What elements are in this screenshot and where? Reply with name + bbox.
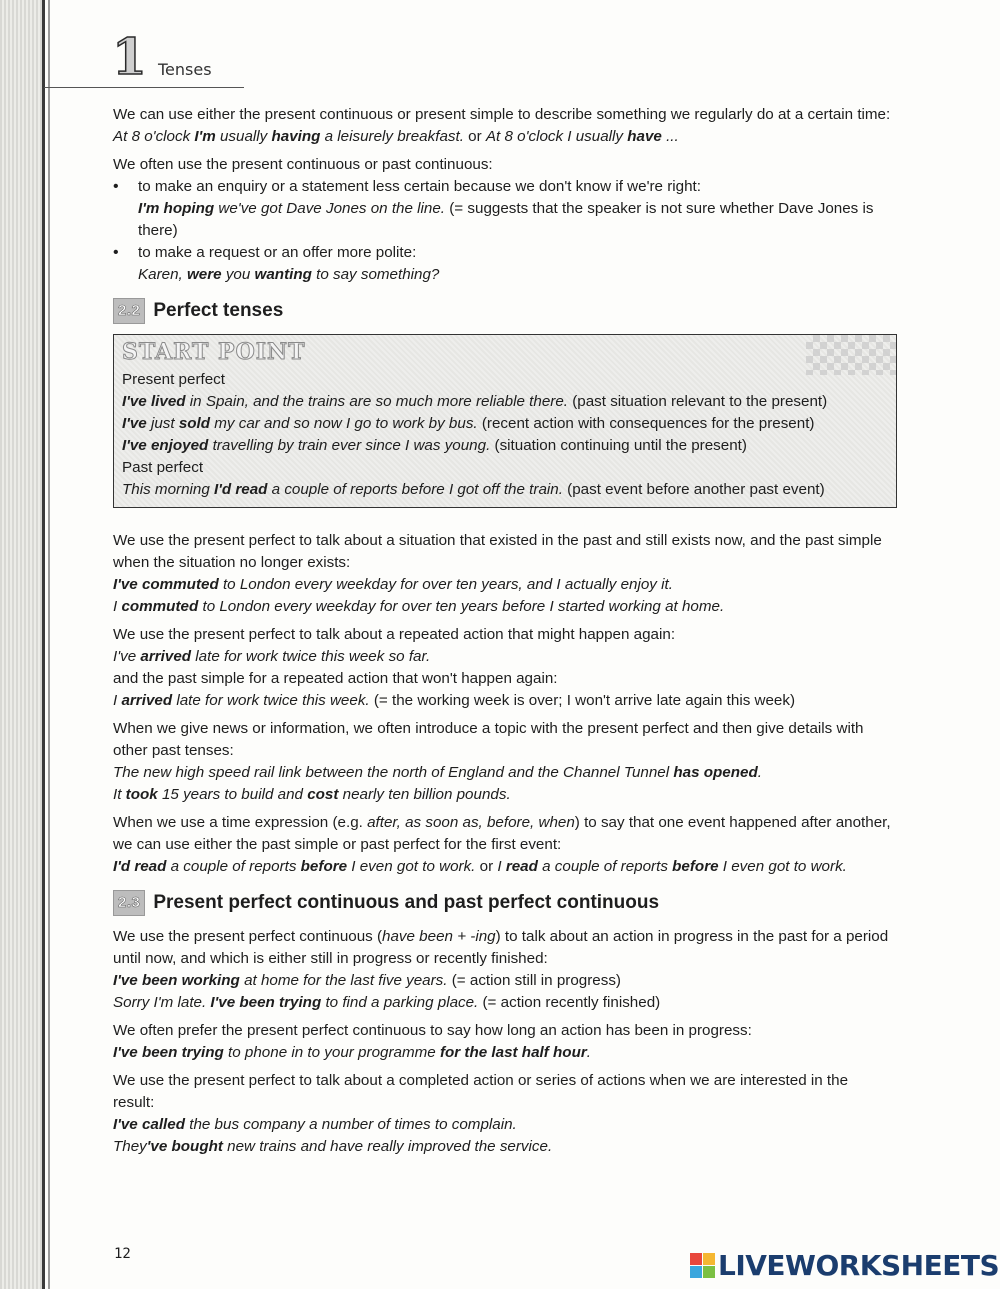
intro-paragraph-2: We often use the present continuous or past continuous: — [113, 156, 493, 173]
box-subheading: Past perfect — [122, 459, 204, 476]
section-title: Perfect tenses — [153, 300, 284, 321]
start-point-title: START POINT — [122, 339, 306, 365]
intro-paragraph-1: We can use either the present continuous or present simple to describe something we regularly do at a certain time: At 8 o'clock I'm usually having a leisurely breakfast. or At 8 o'clock I usually have ... — [113, 104, 893, 148]
example: I commuted to London every weekday for over ten years before I started working at home. — [113, 598, 725, 615]
paragraph: When we use a time expression (e.g. after, as soon as, before, when) to say that one event happened after another, we can use either the past simple or past perfect for the first event: I'd read a couple of reports before I even got to work. or I read a couple of reports before I even got to work. — [113, 812, 893, 878]
logo-square — [703, 1266, 715, 1278]
decorative-pattern — [806, 335, 896, 375]
example: I've commuted to London every weekday for over ten years, and I actually enjoy it. — [113, 576, 673, 593]
example: Karen, were you wanting to say something? — [138, 266, 440, 283]
scan-edge — [0, 0, 45, 1289]
box-subheading: Present perfect — [122, 371, 225, 388]
logo-square — [690, 1266, 702, 1278]
paragraph: When we give news or information, we often introduce a topic with the present perfect and then give details with other past tenses: The new high speed rail link between the north of England and the Channel Tunnel has opened. It took 15 years to build and cost nearly ten billion pounds. — [113, 718, 893, 806]
example: They've bought new trains and have really improved the service. — [113, 1138, 553, 1155]
example: I've arrived late for work twice this week so far. — [113, 648, 431, 665]
example: I've just sold my car and so now I go to work by bus. (recent action with consequences for the present) — [122, 415, 815, 432]
brand-icon — [690, 1253, 715, 1278]
liveworksheets-logo[interactable] — [690, 1249, 999, 1282]
example: It took 15 years to build and cost nearly ten billion pounds. — [113, 786, 511, 803]
paragraph: We use the present perfect continuous (have been + -ing) to talk about an action in progress in the past for a period until now, and which is either still in progress or recently finished: I've been working at home for the last five years. (= action still in progress) Sorry I'm late. I've been trying to find a parking place. (= action recently finished) — [113, 926, 893, 1014]
brand-name: LIVEWORKSHEETS — [718, 1249, 1000, 1282]
section-heading — [113, 890, 893, 916]
example: I've called the bus company a number of times to complain. — [113, 1116, 517, 1133]
example: I arrived late for work twice this week. (= the working week is over; I won't arrive late again this week) — [113, 692, 796, 709]
paragraph: We use the present perfect to talk about a repeated action that might happen again: I've arrived late for work twice this week so far. and the past simple for a repeated action that won't happen again: I arrived late for work twice this week. (= the working week is over; I won't arrive late again this week) — [113, 624, 893, 712]
list-item: • to make an enquiry or a statement less certain because we don't know if we're right: I'm hoping we've got Dave Jones on the line. (= suggests that the speaker is not sure whether Dave Jones is there) — [113, 176, 893, 242]
example: I've been trying to phone in to your programme for the last half hour. — [113, 1044, 591, 1061]
example: The new high speed rail link between the north of England and the Channel Tunnel has opened. — [113, 764, 762, 781]
example: At 8 o'clock I'm usually having a leisurely breakfast. or At 8 o'clock I usually have ... — [113, 128, 679, 145]
logo-square — [690, 1253, 702, 1265]
example: I've lived in Spain, and the trains are so much more reliable there. (past situation relevant to the present) — [122, 393, 828, 410]
unit-number: 1 — [112, 27, 147, 86]
header-rule — [44, 87, 244, 88]
paragraph-line: and the past simple for a repeated action that won't happen again: — [113, 670, 558, 687]
example: Sorry I'm late. I've been trying to find a parking place. (= action recently finished) — [113, 994, 661, 1011]
start-point-box — [113, 334, 897, 508]
list-item: • to make a request or an offer more polite: Karen, were you wanting to say something? — [113, 242, 893, 286]
paragraph: We use the present perfect to talk about a completed action or series of actions when we are interested in the result: I've called the bus company a number of times to complain. They've bought new trains and have really improved the service. — [113, 1070, 893, 1158]
example: I've been working at home for the last five years. (= action still in progress) — [113, 972, 621, 989]
section-number: 2.2 — [113, 298, 145, 324]
paragraph: We often prefer the present perfect continuous to say how long an action has been in progress: I've been trying to phone in to your programme for the last half hour. — [113, 1020, 893, 1064]
bullet-list — [113, 176, 893, 286]
page-number: 12 — [114, 1246, 131, 1262]
unit-title: Tenses — [158, 60, 212, 79]
logo-square — [703, 1253, 715, 1265]
paragraph: We use the present perfect to talk about a situation that existed in the past and still exists now, and the past simple when the situation no longer exists: I've commuted to London every weekday for over ten years, and I actually enjoy it. I commuted to London every weekday for over ten years before I started working at home. — [113, 530, 893, 618]
example: This morning I'd read a couple of reports before I got off the train. (past event before another past event) — [122, 481, 825, 498]
page-content — [113, 104, 893, 1164]
example: I'm hoping we've got Dave Jones on the line. (= suggests that the speaker is not sure whether Dave Jones is there) — [138, 200, 874, 239]
section-title: Present perfect continuous and past perfect continuous — [153, 892, 660, 913]
example: I'd read a couple of reports before I even got to work. or I read a couple of reports before I even got to work. — [113, 858, 847, 875]
example: I've enjoyed travelling by train ever since I was young. (situation continuing until the present) — [122, 437, 747, 454]
section-heading — [113, 298, 893, 324]
section-number: 2.3 — [113, 890, 145, 916]
